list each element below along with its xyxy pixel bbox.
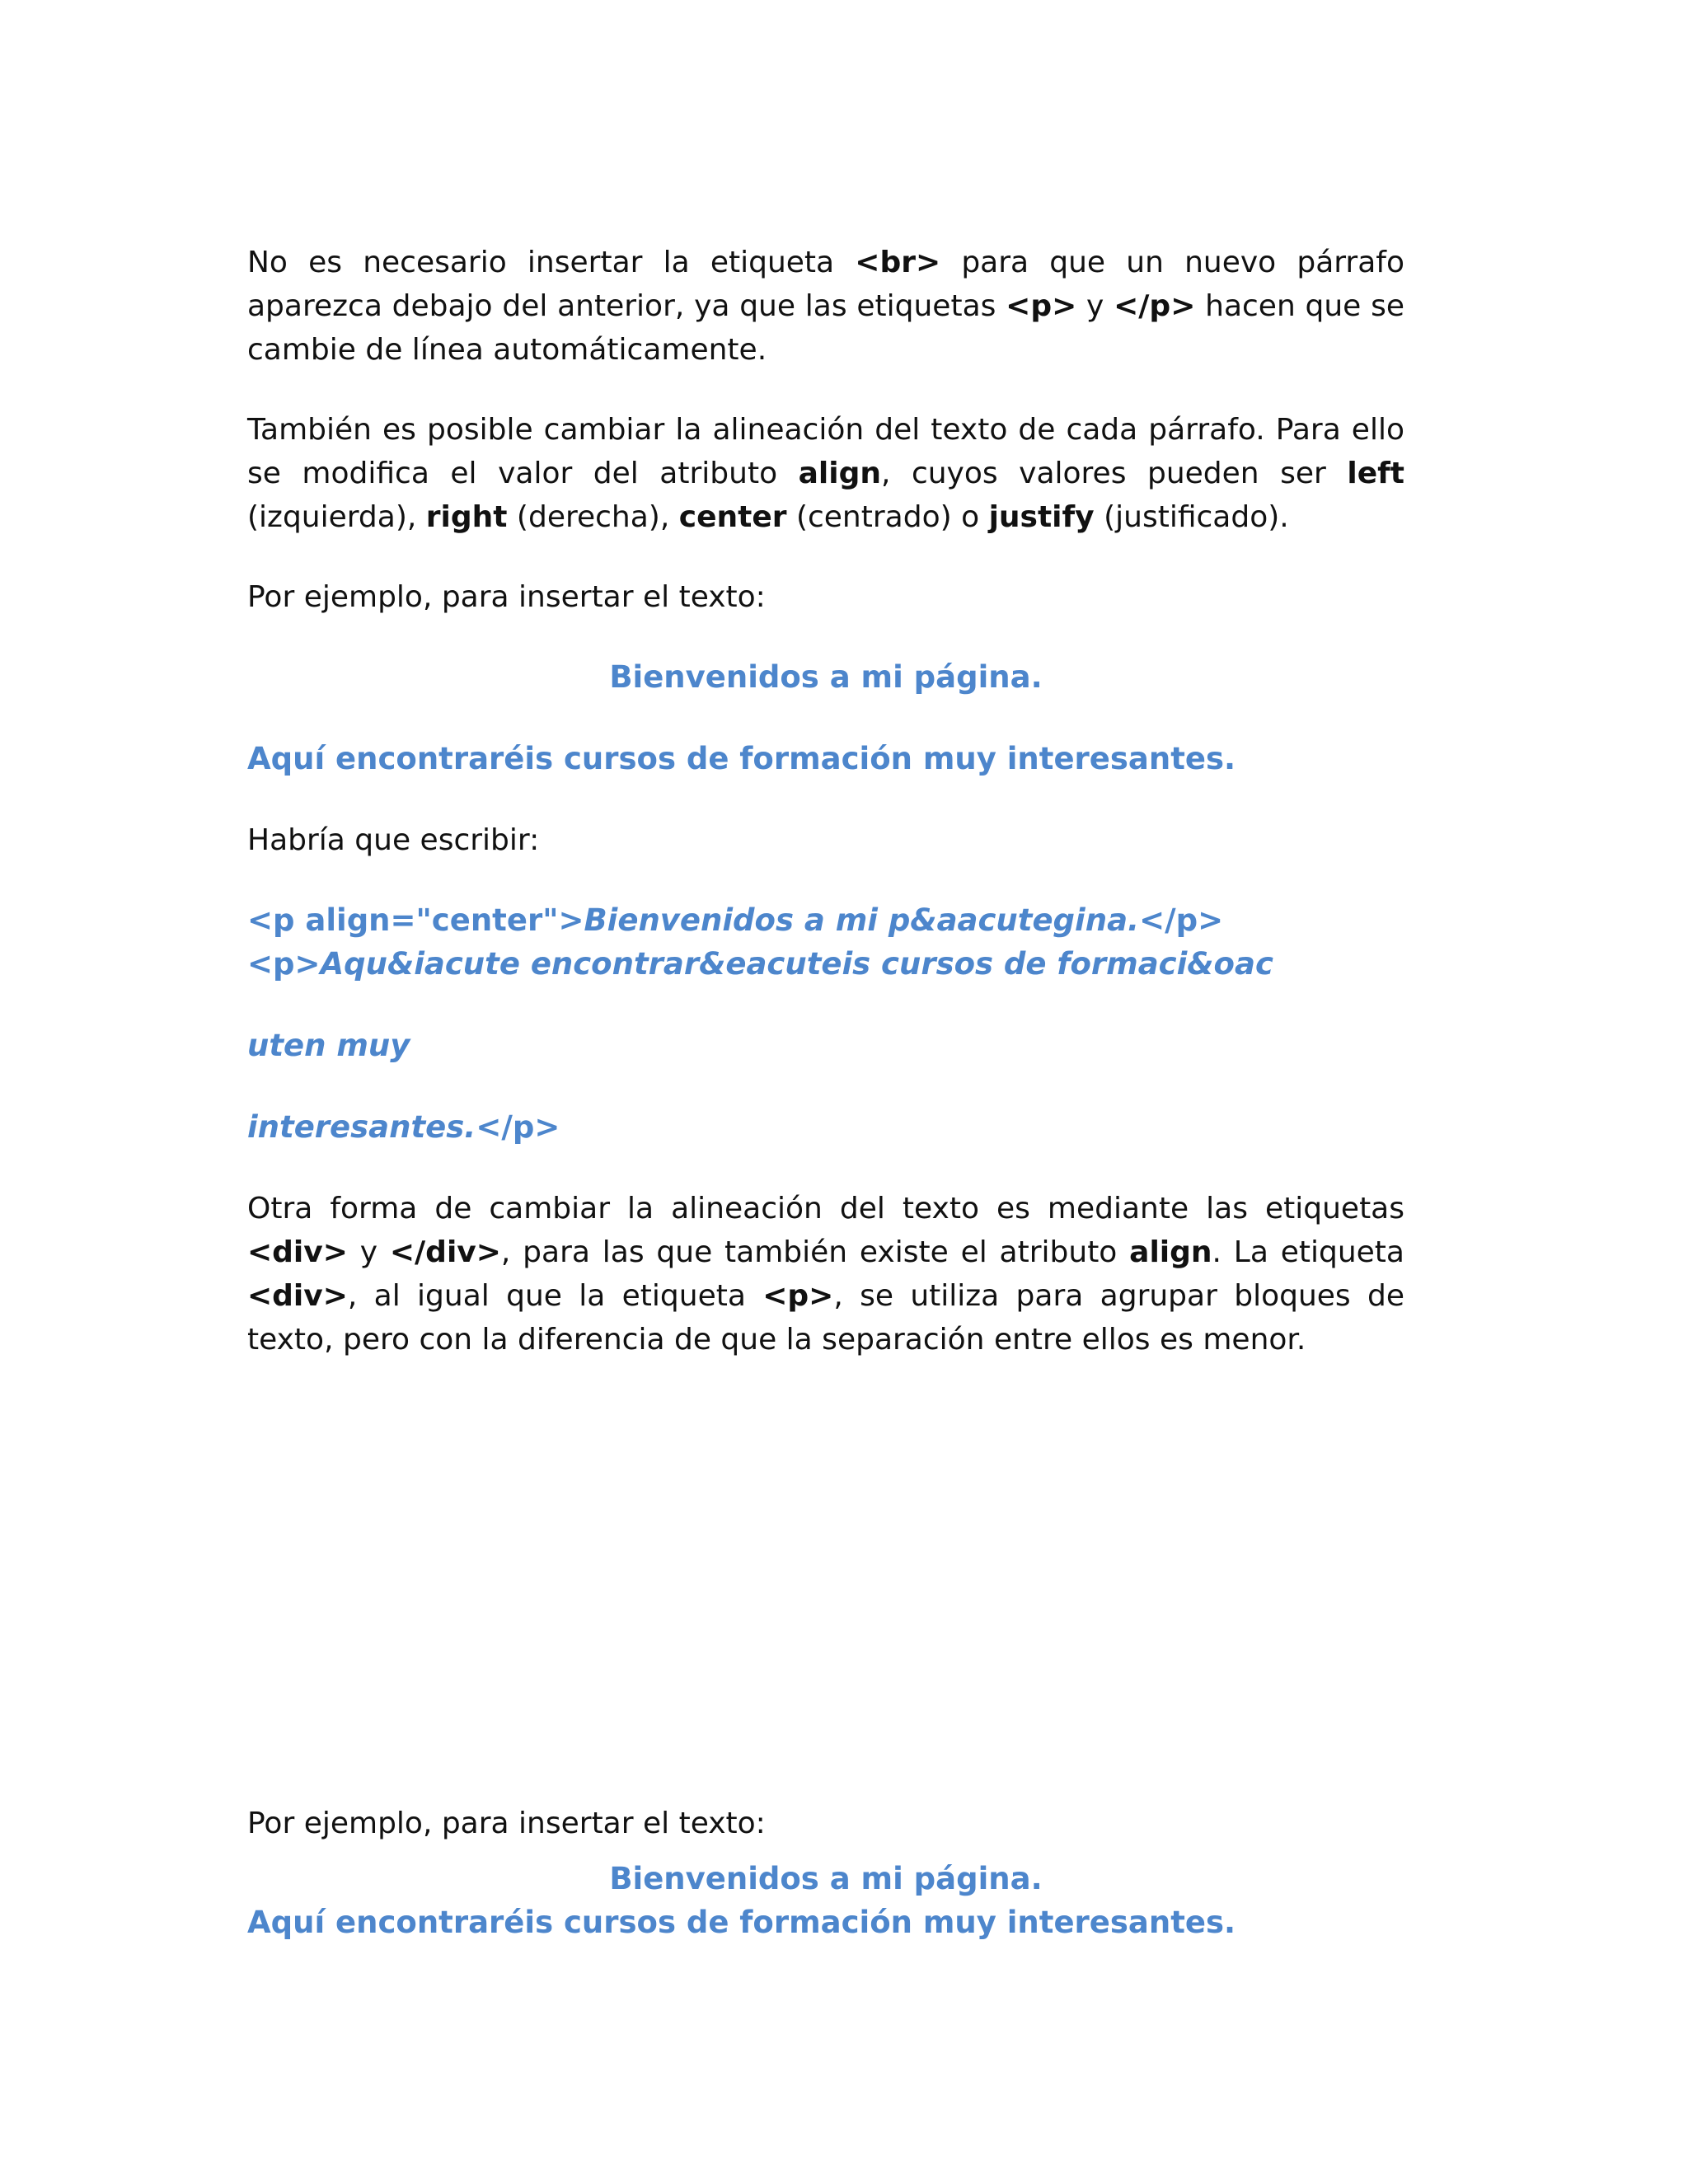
text-run: , para las que también existe el atributo	[500, 1235, 1130, 1269]
example-intro: Por ejemplo, para insertar el texto:	[247, 580, 766, 614]
code-div-open-tag: <div>	[247, 1279, 348, 1313]
document-page	[247, 241, 1404, 1361]
example-welcome-line: Bienvenidos a mi página.	[609, 659, 1043, 695]
keyword-left: left	[1347, 457, 1404, 490]
paragraph-align	[247, 408, 1404, 539]
code-text: Bienvenidos a mi p&aacutegina.	[584, 902, 1140, 938]
code-br-tag: <br>	[855, 246, 941, 279]
example-intro-2: Por ejemplo, para insertar el texto:	[247, 1807, 766, 1840]
example2-courses-line: Aquí encontraréis cursos de formación muy interesantes.	[247, 1905, 1236, 1940]
code-text: interesantes.	[247, 1109, 476, 1145]
text-run: No es necesario insertar la etiqueta	[247, 246, 856, 279]
code-p-open-tag: <p>	[1006, 289, 1077, 323]
code-tag: <p align="center">	[247, 902, 584, 938]
code-tag: <p>	[247, 946, 321, 982]
text-run: . La etiqueta	[1212, 1235, 1404, 1269]
keyword-right: right	[425, 500, 508, 534]
text-run: , cuyos valores pueden ser	[880, 457, 1348, 490]
text-run: hacen que se cambie de línea automáticamente.	[247, 289, 1405, 367]
code-line-1	[247, 898, 1404, 942]
code-line-4	[247, 1105, 1404, 1149]
text-run: y	[347, 1235, 390, 1269]
code-p-close-tag: </p>	[1114, 289, 1196, 323]
paragraph-br-tag	[247, 241, 1404, 372]
text-run: , al igual que la etiqueta	[347, 1279, 763, 1313]
document-page-lower	[247, 1802, 1404, 1944]
example2-welcome-line: Bienvenidos a mi página.	[609, 1861, 1043, 1896]
text-run: , se utiliza para agrupar bloques de texto, pero con la diferencia de que la separación entre ellos es menor.	[247, 1279, 1404, 1357]
example-courses-line: Aquí encontraréis cursos de formación muy interesantes.	[247, 741, 1236, 776]
text-run: (justificado).	[1094, 500, 1289, 534]
write-intro: Habría que escribir:	[247, 823, 540, 857]
code-line-3	[247, 1024, 1404, 1067]
text-run: y	[1076, 289, 1114, 323]
text-run: (centrado) o	[786, 500, 989, 534]
text-run: (derecha),	[507, 500, 679, 534]
keyword-center: center	[678, 500, 787, 534]
code-p-tag: <p>	[762, 1279, 834, 1313]
code-div-open-tag: <div>	[247, 1235, 348, 1269]
code-line-2	[247, 942, 1404, 986]
paragraph-div-tag	[247, 1187, 1404, 1361]
text-run: (izquierda),	[247, 500, 426, 534]
code-tag: </p>	[476, 1109, 560, 1145]
text-run: También es posible cambiar la alineación del texto de cada párrafo. Para ello se modifica el valor del atributo	[247, 413, 1404, 490]
code-text: Aqu&iacute encontrar&eacuteis cursos de formaci&oac	[320, 946, 1273, 982]
keyword-justify: justify	[988, 500, 1095, 534]
keyword-align: align	[1129, 1235, 1212, 1269]
code-tag: </p>	[1139, 902, 1224, 938]
code-div-close-tag: </div>	[389, 1235, 501, 1269]
keyword-align: align	[798, 457, 881, 490]
code-text: uten muy	[247, 1028, 410, 1063]
text-run: Otra forma de cambiar la alineación del texto es mediante las etiquetas	[247, 1192, 1404, 1226]
text-run: para que un nuevo párrafo aparezca debajo del anterior, ya que las etiquetas	[247, 246, 1404, 323]
